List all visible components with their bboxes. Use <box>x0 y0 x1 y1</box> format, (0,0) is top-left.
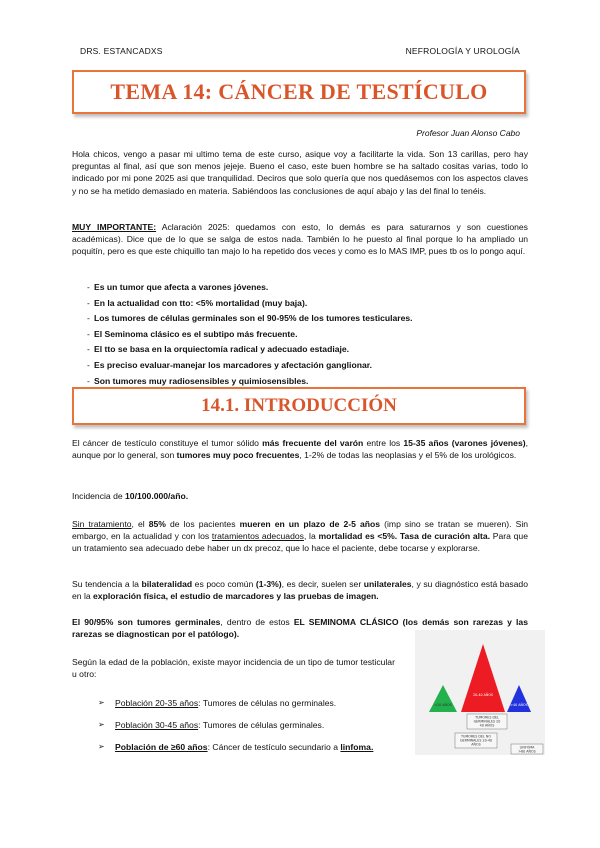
arrow-bullet-icon: ➢ <box>98 742 105 751</box>
left-triangle-label: <20 AÑOS <box>434 703 452 707</box>
blue-triangle <box>507 685 531 712</box>
important-paragraph <box>72 221 528 258</box>
bilaterality-paragraph: Su tendencia a la bilateralidad es poco común (1-3%), es decir, suelen ser unilaterales, y su diagnóstico está basado en la exploración física, el estudio de marcadores y las pruebas de imagen. <box>72 579 528 602</box>
age-groups-list <box>98 697 398 763</box>
arrow-bullet-icon: ➢ <box>98 698 105 707</box>
key-point: - En la actualidad con tto: <5% mortalidad (muy baja). <box>87 297 308 308</box>
germinal-box-line: TUMORES DEL <box>475 715 499 720</box>
age-group-item: ➢ Población 30-45 años: Tumores de células germinales. <box>98 720 325 730</box>
age-group-item: ➢ Población de ≥60 años: Cáncer de testículo secundario a linfoma. <box>98 742 374 752</box>
age-intro-paragraph: Según la edad de la población, existe mayor incidencia de un tipo de tumor testicular u otro: <box>72 657 395 680</box>
germinal-box-line: GERMINALES 20 <box>473 719 501 724</box>
professor-name: Profesor Juan Alonso Cabo <box>416 128 520 138</box>
section-title-box <box>72 387 526 425</box>
right-triangle-label: >40 AÑOS <box>510 703 528 707</box>
middle-triangle-label: 20-40 AÑOS <box>472 693 494 697</box>
lymphoma-box-line: LINFOMA <box>519 745 535 750</box>
age-incidence-diagram <box>415 630 545 755</box>
non-germinal-box-line: AÑOS <box>471 742 481 747</box>
treatment-paragraph: Sin tratamiento, el 85% de los pacientes mueren en un plazo de 2-5 años (imp sino se tratan se mueren). Sin embargo, en la actualidad y con los tratamientos adecuados, la mortalidad es <5%. Tasa de curación alta. Para que un tratamiento sea adecuado debe haber un dx precoz, que lo hace el paciente, debe tocarse y explorarse. <box>72 519 529 554</box>
header-left: DRS. ESTANCADXS <box>80 46 163 56</box>
key-point: - Son tumores muy radiosensibles y quimiosensibles. <box>87 375 309 386</box>
lymphoma-box-line: >60 AÑOS <box>518 749 536 754</box>
title-box <box>72 70 526 114</box>
non-germinal-box-line: GERMINALES 20-40 <box>459 738 493 743</box>
germinal-paragraph: El 90/95% son tumores germinales, dentro de estos EL SEMINOMA CLÁSICO (los demás son rarezas y las rarezas se diagnostican por el patólogo). <box>72 617 528 640</box>
intro-paragraph: Hola chicos, vengo a pasar mi ultimo tema de este curso, asique voy a facilitarte la vida. Son 13 carillas, pero hay preguntas al final, así que son menos jejeje. Bueno el caso, este buen hombre se ha saltado cositas varias, todo lo indicado por mi pone 2025 asi que tranquilidad. Deciros que solo quería que nos quedásemos con los aspectos claves y no se ha metido demasiado en materia. Sabiéndoos las conclusiones de aquí abajo y las del final lo tenéis. <box>72 149 528 196</box>
non-germinal-box-line: TUMORES DEL NO <box>461 734 491 739</box>
key-point: - Es un tumor que afecta a varones jóvenes. <box>87 282 269 292</box>
header-right: NEFROLOGÍA Y UROLOGÍA <box>405 46 520 56</box>
important-text: Aclaración 2025: quedamos con esto, lo demás es para saturarnos y son cuestiones académicas). Dice que de lo que se salga de estos nada. También lo he puesto al final porque lo ha ampliado un poquitín, pero es que este chiquillo tan majo lo ha repetido dos veces y como es lo MAS IMP, pues tb os lo pongo aquí. <box>72 222 528 257</box>
age-incidence-figure <box>415 630 545 755</box>
age-group-item: ➢ Población 20-35 años: Tumores de células no germinales. <box>98 698 337 708</box>
germinal-box-line: 40 AÑOS <box>479 723 495 728</box>
arrow-bullet-icon: ➢ <box>98 720 105 729</box>
red-triangle <box>461 644 505 712</box>
intro-paragraph-1: El cáncer de testículo constituye el tumor sólido más frecuente del varón entre los 15-35 años (varones jóvenes), aunque por lo general, son tumores muy poco frecuentes, 1-2% de todas las neoplasias y el 5% de los urológicos. <box>72 438 528 461</box>
key-point: - El Seminoma clásico es el subtipo más frecuente. <box>87 328 298 339</box>
page-title: TEMA 14: CÁNCER DE TESTÍCULO <box>110 79 488 104</box>
key-points-list <box>72 280 528 389</box>
incidence-paragraph: Incidencia de 10/100.000/año. <box>72 491 189 501</box>
green-triangle <box>429 685 457 712</box>
section-title: 14.1. INTRODUCCIÓN <box>201 395 397 416</box>
important-label: MUY IMPORTANTE: <box>72 222 157 232</box>
key-point: - Es preciso evaluar-manejar los marcadores y afectación ganglionar. <box>87 359 372 370</box>
key-point: - Los tumores de células germinales son el 90-95% de los tumores testiculares. <box>87 313 413 324</box>
key-point: - El tto se basa en la orquiectomía radical y adecuado estadiaje. <box>87 344 350 355</box>
